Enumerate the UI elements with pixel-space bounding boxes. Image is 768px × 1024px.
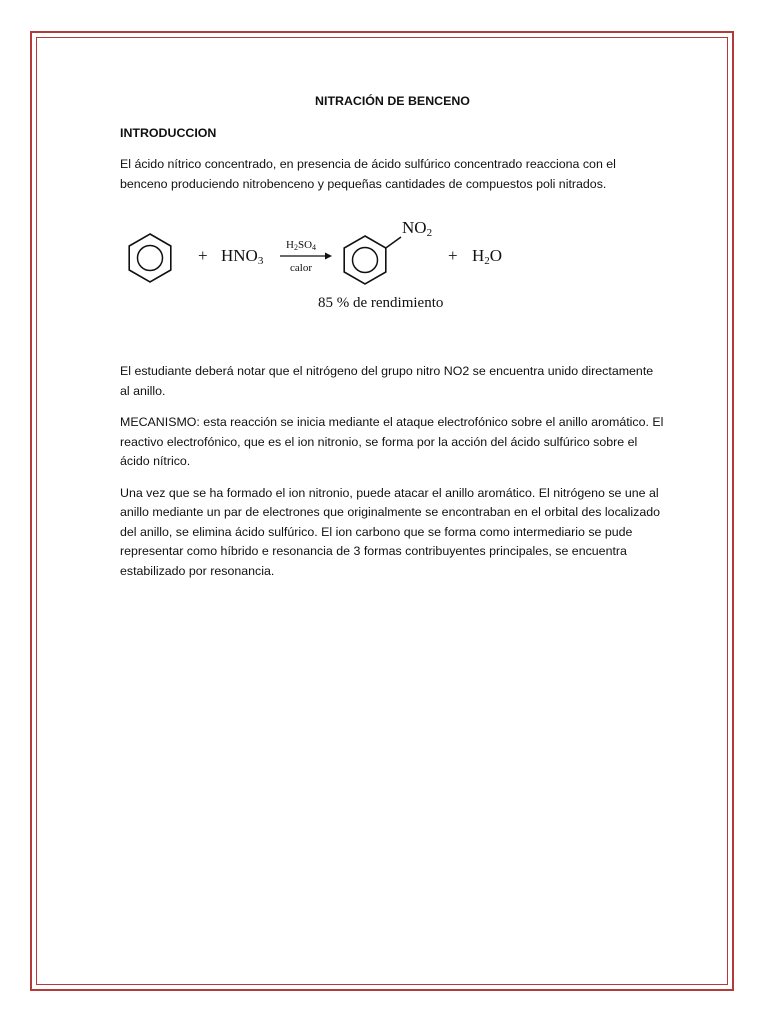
section-heading: INTRODUCCION [120, 125, 217, 140]
plus-sign-2: + [448, 246, 458, 265]
nitro-group-paragraph: El estudiante deberá notar que el nitrógeno del grupo nitro NO2 se encuentra unido directamente al anillo. [120, 364, 654, 398]
mechanism-paragraph [120, 413, 665, 472]
nitrobenzene-ring-icon [344, 236, 401, 284]
intro-paragraph: El ácido nítrico concentrado, en presencia de ácido sulfúrico concentrado reacciona con el benceno produciendo nitrobenceno y pequeñas cantidades de compuestos poli nitrados. [120, 157, 616, 191]
reaction-drawing [120, 206, 665, 356]
reaction-scheme [120, 206, 665, 356]
catalyst-label: $H_2SO_4$ [286, 239, 317, 252]
nitronium-paragraph: Una vez que se ha formado el ion nitronio, puede atacar el anillo aromático. El nitrógeno se une al anillo mediante un par de electrones que originalmente se encontraban en el orbital des localizado del anillo, se elimina ácido sulfúrico. El ion carbono que se forma como intermediario se pude representar como híbrido e resonancia de 3 formas contribuyentes principales, se encuentra estabilizado por resonancia. [120, 485, 661, 578]
water-formula: $H_2O$ [472, 246, 503, 267]
yield-label: 85 % de rendimiento [318, 295, 444, 311]
mechanism-text: esta reacción se inicia mediante el ataque electrofónico sobre el anillo aromático. El reactivo electrofónico, que es el ion nitronio, se forma por la acción del ácido sulfúrico sobre el ácido nítrico. [120, 415, 664, 468]
plus-sign-1: + [198, 246, 208, 265]
benzene-ring-icon [129, 234, 171, 282]
mechanism-label: MECANISMO: [120, 415, 200, 429]
nitro-group-formula: $NO_2$ [402, 218, 433, 239]
document-content [120, 92, 665, 593]
nitric-acid-formula: $HNO_3$ [221, 246, 264, 267]
document-title: NITRACIÓN DE BENCENO [315, 94, 470, 108]
condition-label: calor [290, 262, 312, 274]
